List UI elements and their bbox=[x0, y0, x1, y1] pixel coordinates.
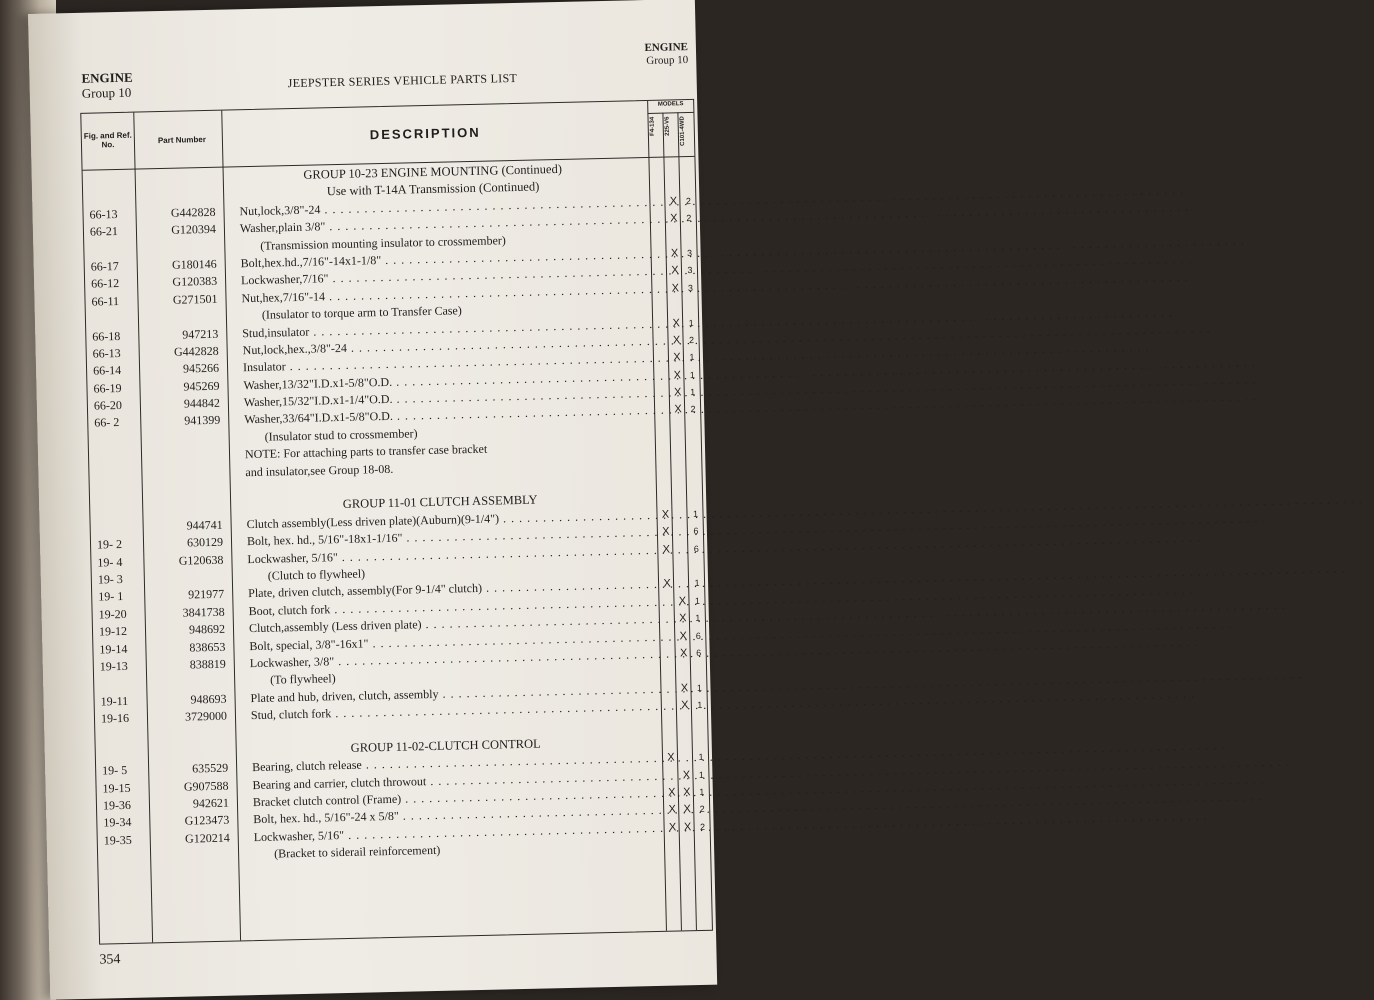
fig-cell bbox=[96, 484, 136, 485]
model-2-cell: X bbox=[683, 803, 692, 816]
part-number-cell: 3729000 bbox=[184, 708, 228, 724]
model-2-cell: X bbox=[679, 647, 688, 660]
fig-cell bbox=[101, 727, 141, 728]
fig-cell bbox=[96, 501, 136, 502]
model-3-cell: 1 bbox=[689, 369, 695, 380]
fig-cell bbox=[89, 171, 129, 172]
model-2-cell: X bbox=[673, 351, 681, 364]
model-1-cell: X bbox=[668, 803, 677, 817]
part-number-cell: G180146 bbox=[171, 256, 217, 272]
fig-cell: 66-21 bbox=[89, 224, 119, 239]
model-3-cell: 3 bbox=[686, 247, 693, 259]
fig-cell: 66-11 bbox=[91, 293, 120, 309]
description-cell: Washer,13/32"I.D.x1-5/8"O.D. . . . bbox=[243, 368, 643, 394]
fig-cell: 19- 4 bbox=[97, 554, 123, 570]
header-right-title: ENGINE bbox=[644, 41, 689, 55]
part-number-cell: 942621 bbox=[192, 795, 230, 811]
fig-cell bbox=[89, 188, 129, 189]
model-3-cell: 1 bbox=[689, 352, 695, 363]
part-number-cell: G120394 bbox=[171, 221, 217, 237]
description-cell: Insulator . . . bbox=[243, 350, 643, 376]
description-cell: Use with T-14A Transmission (Continued) bbox=[326, 179, 540, 199]
model-2-cell: X bbox=[671, 264, 679, 277]
model-2-cell: X bbox=[683, 786, 691, 799]
part-number-cell: 944842 bbox=[183, 395, 221, 411]
model-3-cell: 1 bbox=[699, 786, 705, 798]
model-3-cell: 1 bbox=[695, 613, 701, 624]
col-fig-header: Fig. and Ref. No. bbox=[83, 130, 132, 150]
description-cell: Lockwasher, 5/16" . . . bbox=[247, 542, 647, 568]
fig-cell bbox=[92, 310, 132, 311]
model-2-cell: X bbox=[669, 195, 678, 208]
part-number-cell: G442828 bbox=[173, 343, 219, 359]
model-2-cell: X bbox=[672, 316, 680, 329]
part-number-cell: 838819 bbox=[189, 656, 226, 672]
model-3-cell: 6 bbox=[695, 630, 701, 641]
models-divider bbox=[647, 112, 693, 114]
description-cell: Bearing, clutch release . . . bbox=[252, 750, 652, 776]
model-3-cell: 2 bbox=[699, 804, 705, 815]
model-1-cell: X bbox=[662, 543, 671, 556]
description-cell: GROUP 11-01 CLUTCH ASSEMBLY bbox=[342, 492, 538, 512]
col-part-header: Part Number bbox=[157, 134, 206, 146]
model-2-cell: X bbox=[678, 594, 687, 608]
parts-list-page bbox=[28, 0, 717, 1000]
fig-cell: 19-12 bbox=[98, 624, 128, 639]
table-body bbox=[83, 158, 711, 867]
model-2-cell: X bbox=[679, 612, 687, 625]
fig-cell bbox=[96, 518, 136, 519]
model-1-cell: X bbox=[667, 751, 675, 764]
description-cell: Bearing and carrier, clutch throwout . . . bbox=[252, 768, 652, 794]
part-number-cell: G120638 bbox=[178, 552, 224, 568]
parts-table bbox=[80, 99, 713, 945]
header-right bbox=[644, 41, 688, 68]
model-2-cell: X bbox=[679, 629, 688, 642]
model-3-cell: 2 bbox=[699, 821, 706, 832]
part-number-cell: 945269 bbox=[183, 378, 220, 394]
description-cell: (Clutch to flywheel) bbox=[267, 566, 366, 583]
description-cell: Washer,33/64"I.D.x1-5/8"O.D. . . . bbox=[244, 403, 644, 429]
part-number-cell: G907588 bbox=[183, 778, 229, 794]
part-number-cell: G120214 bbox=[184, 830, 230, 846]
part-number-cell: G120383 bbox=[172, 274, 218, 290]
fig-cell: 66- 2 bbox=[94, 415, 120, 431]
description-cell: GROUP 10-23 ENGINE MOUNTING (Continued) bbox=[303, 161, 563, 182]
model-3-cell: 3 bbox=[687, 265, 693, 276]
fig-cell: 19-14 bbox=[99, 641, 128, 657]
model-2-cell: X bbox=[672, 334, 681, 347]
description-cell: Nut,lock,hex.,3/8"-24 . . . bbox=[242, 333, 642, 359]
fig-cell: 19- 1 bbox=[98, 589, 124, 604]
model-2-cell: X bbox=[682, 768, 691, 782]
model-2-cell: X bbox=[680, 681, 689, 695]
model-3-cell: 1 bbox=[696, 682, 703, 693]
description-cell: GROUP 11-02-CLUTCH CONTROL bbox=[350, 736, 541, 755]
fig-cell bbox=[90, 240, 130, 241]
description-cell: Bolt, hex. hd., 5/16"-18x1-1/16" . . . bbox=[247, 524, 647, 550]
col-description-header: DESCRIPTION bbox=[369, 124, 481, 143]
model-1-cell: X bbox=[661, 508, 670, 521]
fig-cell bbox=[100, 675, 140, 676]
fig-cell: 19- 2 bbox=[96, 537, 123, 552]
model-3-cell: 1 bbox=[688, 317, 694, 328]
fig-cell: 66-14 bbox=[92, 363, 122, 378]
part-number-cell: 947213 bbox=[182, 326, 219, 342]
fig-cell: 19-36 bbox=[102, 797, 132, 813]
description-cell: Bracket clutch control (Frame) . . . bbox=[253, 785, 653, 811]
description-cell: Bolt,hex.hd.,7/16"-14x1-1/8" . . . bbox=[241, 246, 641, 272]
part-number-cell: 630129 bbox=[186, 534, 224, 550]
fig-cell: 66-13 bbox=[89, 206, 118, 222]
model-3-cell: 1 bbox=[694, 595, 701, 606]
fig-cell: 19- 3 bbox=[97, 571, 124, 587]
description-cell: (To flywheel) bbox=[270, 671, 336, 688]
fig-cell: 19-16 bbox=[100, 711, 130, 726]
fig-cell: 66-20 bbox=[93, 398, 123, 413]
fig-cell: 19- 5 bbox=[102, 763, 128, 778]
model-3-cell: 1 bbox=[694, 578, 700, 589]
description-cell: (Insulator stud to crossmember) bbox=[264, 426, 418, 444]
fig-cell bbox=[102, 745, 142, 746]
page-number: 354 bbox=[99, 952, 121, 968]
fig-cell: 19-20 bbox=[98, 606, 127, 622]
description-cell: Plate, driven clutch, assembly(For 9-1/4" clutch) . . . bbox=[248, 576, 648, 602]
model-1-cell: X bbox=[668, 821, 677, 834]
description-cell: Lockwasher, 5/16" . . . bbox=[254, 820, 654, 846]
header-right-subtitle: Group 10 bbox=[646, 54, 689, 67]
model-1-cell: X bbox=[662, 525, 670, 538]
description-cell: NOTE: For attaching parts to transfer case bracket bbox=[244, 441, 488, 462]
description-cell: (Bracket to siderail reinforcement) bbox=[273, 843, 441, 861]
part-number-cell: 948693 bbox=[190, 691, 227, 707]
description-cell: Clutch assembly(Less driven plate)(Auburn)(9-1/4") . . . bbox=[246, 507, 646, 533]
model-3-cell: 2 bbox=[688, 334, 695, 345]
model-2-cell: X bbox=[671, 282, 680, 295]
description-cell: Washer,plain 3/8" . . . bbox=[240, 211, 640, 237]
header-left-title: ENGINE bbox=[81, 69, 133, 86]
part-number-cell: 945266 bbox=[182, 361, 220, 376]
fig-cell: 66-19 bbox=[93, 380, 122, 396]
part-number-cell: 3841738 bbox=[182, 604, 225, 620]
fig-cell: 66-17 bbox=[90, 258, 119, 274]
fig-cell: 19-35 bbox=[103, 832, 132, 848]
description-cell: Bolt, hex. hd., 5/16"-24 x 5/8" . . . bbox=[253, 802, 653, 828]
model-3-cell: 1 bbox=[697, 699, 703, 711]
model-2-cell: X bbox=[681, 699, 689, 712]
description-cell: Clutch,assembly (Less driven plate) . . . bbox=[249, 611, 649, 637]
model-3-cell: 6 bbox=[693, 543, 699, 554]
description-cell: Stud,insulator . . . bbox=[242, 316, 642, 342]
header-left-subtitle: Group 10 bbox=[81, 84, 132, 101]
fig-cell: 19-11 bbox=[100, 693, 129, 709]
model-1-cell: X bbox=[668, 786, 676, 799]
model-3-cell: 1 bbox=[698, 752, 704, 763]
part-number-cell: 838653 bbox=[189, 639, 226, 655]
fig-cell: 66-13 bbox=[92, 345, 121, 361]
model-2-cell: X bbox=[674, 403, 682, 416]
col-model-2-header: 225-V6 bbox=[664, 116, 671, 136]
model-3-cell: 1 bbox=[690, 387, 696, 398]
header-center-title: JEEPSTER SERIES VEHICLE PARTS LIST bbox=[287, 70, 518, 91]
part-number-cell: G442828 bbox=[170, 204, 216, 220]
fig-cell: 19-15 bbox=[102, 780, 131, 796]
model-3-cell: 1 bbox=[698, 769, 705, 780]
fig-cell: 66-12 bbox=[90, 276, 120, 291]
col-model-3-header: C101-4WD bbox=[679, 116, 687, 146]
model-3-cell: 6 bbox=[696, 647, 702, 658]
model-3-cell: 1 bbox=[692, 508, 699, 519]
model-3-cell: 3 bbox=[687, 282, 693, 293]
description-cell: and insulator,see Group 18-08. bbox=[245, 461, 394, 479]
part-number-cell: 941399 bbox=[184, 413, 221, 429]
model-2-cell: X bbox=[673, 386, 682, 399]
model-3-cell: 6 bbox=[693, 526, 699, 537]
model-3-cell: 2 bbox=[690, 404, 696, 415]
fig-cell bbox=[95, 449, 135, 450]
header-left bbox=[81, 70, 133, 101]
model-1-cell: X bbox=[663, 577, 671, 591]
fig-cell bbox=[104, 849, 144, 850]
part-number-cell: G123473 bbox=[184, 813, 230, 829]
fig-cell: 19-34 bbox=[103, 815, 132, 830]
fig-cell: 66-18 bbox=[92, 328, 121, 344]
model-2-cell: X bbox=[670, 212, 678, 225]
model-2-cell: X bbox=[673, 368, 682, 382]
model-2-cell: X bbox=[670, 247, 679, 260]
description-cell: Nut,hex,7/16"-14 . . . bbox=[241, 281, 641, 307]
description-cell: (Transmission mounting insulator to crossmember) bbox=[260, 232, 506, 253]
part-number-cell: 948692 bbox=[188, 621, 226, 637]
description-cell: Nut,lock,3/8"-24 . . . bbox=[239, 194, 639, 220]
description-cell: Lockwasher, 3/8" . . . bbox=[250, 646, 650, 672]
part-number-cell: 944741 bbox=[186, 517, 223, 533]
col-models-header: MODELS bbox=[657, 101, 684, 108]
model-3-cell: 2 bbox=[685, 195, 692, 206]
description-cell: Washer,15/32"I.D.x1-1/4"O.D. . . . bbox=[244, 385, 644, 411]
col-model-1-header: F4-134 bbox=[649, 116, 656, 136]
description-cell: Boot, clutch fork . . . bbox=[248, 594, 648, 620]
fig-cell: 19-13 bbox=[99, 658, 128, 674]
part-number-cell: G271501 bbox=[172, 291, 218, 307]
description-cell: Lockwasher,7/16" . . . bbox=[241, 264, 641, 290]
description-cell: Plate and hub, driven, clutch, assembly . . . bbox=[250, 681, 650, 707]
description-cell: Stud, clutch fork . . . bbox=[251, 698, 651, 724]
fig-cell bbox=[95, 432, 135, 433]
description-cell: Bolt, special, 3/8"-16x1" . . . bbox=[249, 629, 649, 655]
part-number-cell: 921977 bbox=[188, 587, 225, 602]
part-number-cell: 635529 bbox=[192, 760, 229, 776]
model-3-cell: 2 bbox=[686, 213, 692, 224]
description-cell: (Insulator to torque arm to Transfer Case) bbox=[261, 303, 462, 322]
fig-cell bbox=[95, 466, 135, 467]
model-2-cell: X bbox=[683, 821, 692, 834]
